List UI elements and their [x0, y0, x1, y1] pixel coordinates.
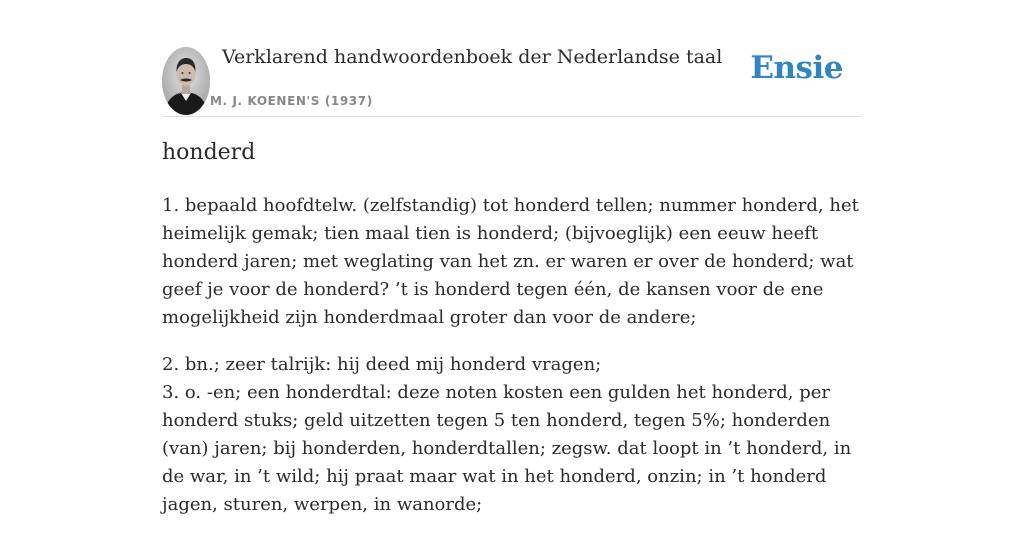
brand-logo-link[interactable]: Ensie	[750, 50, 843, 86]
author-portrait-icon	[162, 47, 210, 115]
entry-definition	[162, 192, 862, 538]
page	[162, 0, 862, 515]
definition-paragraph-1: 1. bepaald hoofdtelw. (zelfstandig) tot honderd tellen; nummer honderd, het heimelijk gemak; tien maal tien is honderd; (bijvoeglijk) een eeuw heeft honderd jaren; met weglating van het zn. er waren er over de honderd; wat geef je voor de honderd? ’t is honderd tegen één, de kansen voor de ene mogelijkheid zijn honderdmaal groter dan voor de andere;	[162, 195, 859, 328]
definition-sense-3: 3. o. -en; een honderdtal: deze noten kosten een gulden het honderd, per honderd stuks; geld uitzetten tegen 5 ten honderd, tegen 5%; honderden (van) jaren; bij honderden, honderdtallen; zegsw. dat loopt in ’t honderd, in de war, in ’t wild; hij praat maar wat in het honderd, onzin; in ’t honderd jagen, sturen, werpen, in wanorde;	[162, 382, 852, 515]
portrait-image	[162, 47, 210, 115]
entry-headword: honderd	[162, 140, 256, 165]
book-title: Verklarend handwoordenboek der Nederlandse taal	[222, 46, 723, 68]
definition-sense-2: 2. bn.; zeer talrijk: hij deed mij honderd vragen;	[162, 354, 602, 375]
definition-paragraph-2	[162, 351, 862, 519]
site-header	[162, 0, 862, 117]
author-label: M. J. KOENEN'S (1937)	[210, 94, 373, 108]
